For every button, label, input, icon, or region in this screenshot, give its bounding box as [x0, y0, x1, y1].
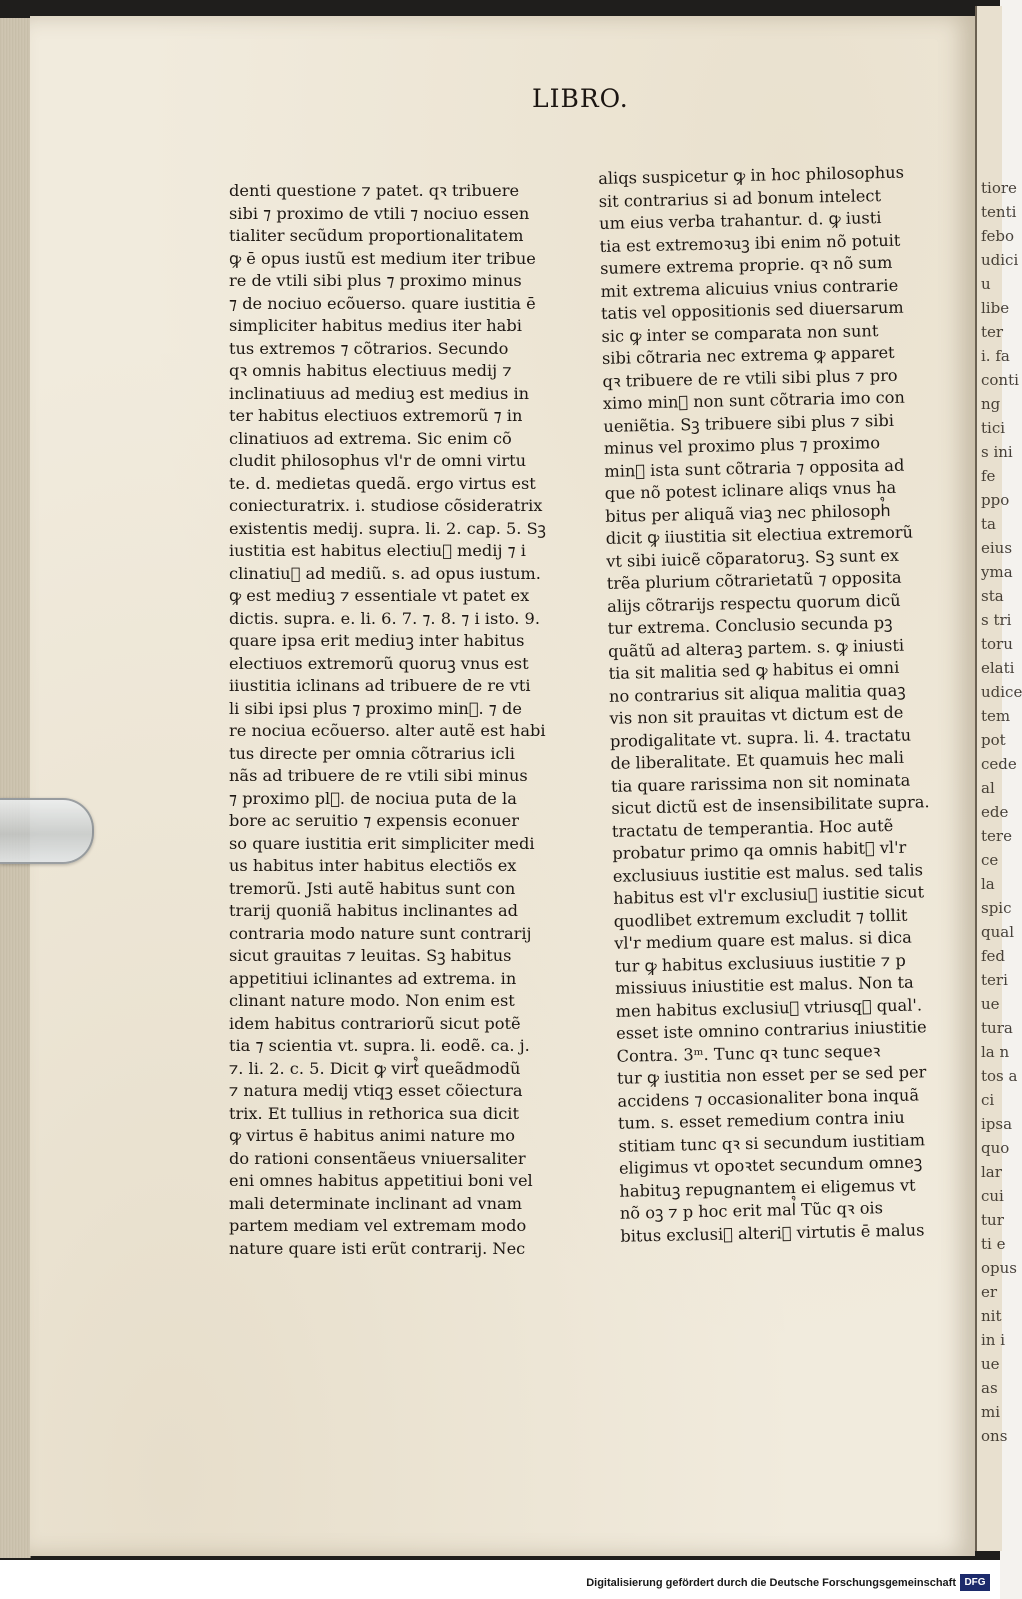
text-line: exclusiuus iustitie est malus. sed talis [612, 859, 924, 886]
text-line: tia ⁊ scientia vt. supra. li. eodẽ. ca. j. [229, 1036, 530, 1055]
facing-text-fragment: s tri [981, 611, 1012, 629]
facing-text-fragment: tem [981, 707, 1011, 725]
facing-text-fragment: ng [981, 395, 1001, 413]
facing-text-fragment: nit [981, 1307, 1002, 1325]
text-line: electiuos extremorũ quoruꝫ vnus est [229, 653, 529, 673]
text-line: tia quare rarissima non sit nominata [610, 770, 911, 796]
facing-text-fragment: teri [981, 971, 1008, 989]
text-line: bitus per aliquã viaꝫ nec philosoph᷒ [605, 500, 891, 526]
text-line: Contra. 3ᵐ. Tunc qꝛ tunc sequeꝛ [616, 1040, 881, 1066]
facing-page-edge [975, 6, 1022, 1551]
text-line: contraria modo nature sunt contrarij [229, 923, 532, 943]
text-line: idem habitus contrariorũ sicut potẽ [229, 1013, 521, 1033]
facing-text-fragment: quo [981, 1139, 1010, 1157]
text-line: clinatiu᷒ ad mediũ. s. ad opus iustum. [229, 563, 541, 583]
text-line: iiustitia iclinans ad tribuere de re vti [229, 676, 531, 695]
text-line: bitus exclusi᷒ alteri᷒ virtutis ē malus [620, 1219, 925, 1246]
text-line: um eius verba trahantur. d. ꝙ iusti [598, 208, 882, 233]
text-line: tialiter secũdum proportionalitatem [229, 226, 524, 245]
text-line: re de vtili sibi plus ⁊ proximo minus [229, 271, 522, 290]
facing-text-fragment: eius [981, 539, 1013, 557]
text-line: do rationi consentãeus vniuersaliter [229, 1148, 526, 1168]
text-line: habitus est vl'r exclusiu᷒ iustitie sicut [613, 882, 925, 908]
text-line: ueniẽtia. Sꝫ tribuere sibi plus ⁊ sibi [603, 410, 895, 436]
text-line: trarij quoniã habitus inclinantes ad [229, 901, 518, 920]
text-line: vl'r medium quare est malus. si dica [614, 927, 912, 953]
page-clip [0, 798, 94, 864]
text-line: accidens ⁊ occasionaliter bona inquã [617, 1084, 920, 1111]
text-line: cludit philosophus vl'r de omni virtu [229, 451, 527, 470]
text-line: men habitus exclusiu᷒ vtriusqꝫ qual'. [615, 994, 923, 1021]
text-line: sicut dictũ est de insensibilitate supra. [611, 792, 930, 818]
text-line: trẽa plurium cõtrarietatũ ⁊ opposita [606, 567, 902, 593]
text-line: sibi cõtraria nec extrema ꝙ apparet [601, 342, 895, 368]
facing-text-fragment: ti e [981, 1235, 1006, 1253]
dfg-logo: DFG [960, 1574, 990, 1591]
text-line: partem mediam vel extremam modo [229, 1216, 527, 1235]
text-line: tum. s. esset remedium contra iniu [617, 1107, 905, 1133]
text-line: de liberalitate. Et quamuis hec mali [610, 747, 905, 773]
text-column-right [598, 162, 930, 1248]
text-line: ⁊. li. 2. c. 5. Dicit ꝙ virt᷒ queãdmodũ [229, 1058, 521, 1078]
facing-text-fragment: toru [981, 635, 1013, 653]
facing-text-fragment: i. fa [981, 347, 1010, 365]
text-column-left [229, 180, 544, 1260]
facing-text-fragment: conti [981, 371, 1019, 389]
text-line: quãtũ ad alteraꝫ partem. s. ꝙ iniusti [607, 635, 905, 661]
text-line: ximo min᷒ non sunt cõtraria imo con [602, 387, 906, 413]
facing-text-fragment: tiore [981, 179, 1017, 197]
text-line: aliqs suspicetur ꝙ in hoc philosophus [598, 162, 905, 188]
text-line: qꝛ omnis habitus electiuus medij ⁊ [229, 361, 512, 380]
text-line: tur ꝙ iustitia non esset per se sed per [616, 1062, 927, 1088]
facing-text-fragment: tura [981, 1019, 1013, 1037]
text-line: sit contrarius si ad bonum intelect [598, 185, 882, 211]
text-line: appetitiui iclinantes ad extrema. in [229, 968, 517, 988]
facing-text-fragment: elati [981, 659, 1015, 677]
text-line: min᷒ ista sunt cõtraria ⁊ opposita ad [604, 455, 905, 481]
facing-text-fragment: ter [981, 323, 1004, 341]
text-line: eni omnes habitus appetitiui boni vel [229, 1171, 533, 1190]
facing-text-fragment: udice [981, 683, 1022, 701]
text-line: tatis vel oppositionis sed diuersarum [600, 297, 904, 323]
facing-text-fragment: ede [981, 803, 1009, 821]
text-line: quodlibet extremum excludit ⁊ tollit [613, 905, 908, 931]
facing-text-fragment: u [981, 275, 991, 293]
text-line: minus vel proximo plus ⁊ proximo [603, 433, 881, 458]
text-line: ter habitus electiuos extremorũ ⁊ in [229, 406, 523, 425]
text-line: tractatu de temperantia. Hoc autẽ [611, 815, 894, 841]
text-line: ꝙ ē opus iustũ est medium iter tribue [229, 248, 536, 268]
facing-text-fragment: mi [981, 1403, 1001, 1421]
text-line: habituꝫ repugnantem ei eligemus vt [619, 1175, 916, 1201]
text-line: re nociua ecõuerso. alter autẽ est habi [229, 721, 546, 740]
facing-page-text [981, 176, 1021, 1448]
text-line: existentis medij. supra. li. 2. cap. 5. Sꝫ [229, 518, 546, 538]
facing-text-fragment: er [981, 1283, 998, 1301]
funding-credit: Digitalisierung gefördert durch die Deutsche Forschungsgemeinschaft [586, 1577, 956, 1589]
text-line: mali determinate inclinant ad vnam [229, 1193, 523, 1213]
text-line: missiuus iniustitie est malus. Non ta [614, 972, 914, 998]
facing-text-fragment: libe [981, 299, 1010, 317]
text-line: tus directe per omnia cõtrarius icli [229, 743, 515, 763]
text-line: alijs cõtrarijs respectu quorum dicũ [606, 590, 901, 616]
facing-text-fragment: tur [981, 1211, 1004, 1229]
facing-text-fragment: la [981, 875, 995, 893]
facing-text-fragment: ce [981, 851, 999, 869]
facing-text-fragment: pot [981, 731, 1006, 749]
text-line: ꝙ est mediuꝫ ⁊ essentiale vt patet ex [229, 586, 530, 605]
text-line: que nõ potest iclinare aliqs vnus ha [604, 477, 897, 503]
facing-text-fragment: ons [981, 1427, 1008, 1445]
text-line: li sibi ipsi plus ⁊ proximo min᷒. ⁊ de [229, 698, 522, 718]
facing-text-fragment: ue [981, 1355, 1000, 1373]
text-line: coniecturatrix. i. studiose cõsideratrix [229, 496, 543, 515]
text-line: tia est extremoꝛuꝫ ibi enim nõ potuit [599, 230, 901, 256]
facing-text-fragment: al [981, 779, 995, 797]
text-line: vt sibi iuicẽ cõparatoruꝫ. Sꝫ sunt ex [606, 545, 900, 571]
text-line: sic ꝙ inter se comparata non sunt [601, 320, 879, 346]
text-line: so quare iustitia erit simpliciter medi [229, 833, 535, 853]
text-line: quare ipsa erit mediuꝫ inter habitus [229, 631, 525, 650]
facing-text-fragment: opus [981, 1259, 1017, 1277]
facing-text-fragment: yma [981, 563, 1013, 581]
text-line: mit extrema alicuius vnius contrarie [600, 275, 899, 301]
text-line: clinatiuos ad extrema. Sic enim cõ [229, 428, 512, 448]
text-line: trix. Et tullius in rethorica sua dicit [229, 1103, 519, 1123]
text-line: nõ oꝫ ⁊ p hoc erit mal᷒ Tũc qꝛ ois [619, 1198, 884, 1223]
facing-text-fragment: s ini [981, 443, 1013, 461]
facing-text-fragment: spic [981, 899, 1012, 917]
facing-text-fragment: tere [981, 827, 1012, 845]
facing-text-fragment: tos a [981, 1067, 1018, 1085]
text-line: dictis. supra. e. li. 6. 7. ⁊. 8. ⁊ i isto. 9. [229, 608, 540, 628]
running-head: LIBRO. [532, 84, 629, 113]
facing-text-fragment: febo [981, 227, 1015, 245]
text-line: us habitus inter habitus electiõs ex [229, 856, 517, 875]
facing-text-fragment: fed [981, 947, 1006, 965]
text-line: no contrarius sit aliqua malitia quaꝫ [608, 680, 906, 706]
text-line: tia sit malitia sed ꝙ habitus ei omni [608, 657, 900, 683]
text-line: probatur primo qa omnis habit᷒ vl'r [612, 837, 907, 863]
text-line: sumere extrema proprie. qꝛ nõ sum [599, 252, 893, 278]
text-line: te. d. medietas quedã. ergo virtus est [229, 473, 536, 493]
text-line: clinant nature modo. Non enim est [229, 991, 515, 1010]
facing-text-fragment: cede [981, 755, 1017, 773]
text-line: sicut grauitas ⁊ leuitas. Sꝫ habitus [229, 946, 512, 965]
text-line: eligimus vt opoꝛtet secundum omneꝫ [618, 1152, 923, 1178]
text-line: tur ꝙ habitus exclusiuus iustitie ⁊ p [614, 950, 906, 976]
text-line: ꝙ virtus ē habitus animi nature mo [229, 1126, 515, 1145]
text-line: ⁊ proximo pl᷒. de nociua puta de la [229, 788, 517, 808]
facing-text-fragment: tici [981, 419, 1006, 437]
text-line: qꝛ tribuere de re vtili sibi plus ⁊ pro [602, 365, 898, 391]
text-line: nature quare isti erũt contrarij. Nec [229, 1238, 526, 1258]
facing-text-fragment: ppo [981, 491, 1010, 509]
facing-text-fragment: lar [981, 1163, 1002, 1181]
facing-text-fragment: sta [981, 587, 1004, 605]
facing-text-fragment: in i [981, 1331, 1006, 1349]
facing-text-fragment: ipsa [981, 1115, 1013, 1133]
text-line: tus extremos ⁊ cõtrarios. Secundo [229, 338, 509, 358]
text-line: sibi ⁊ proximo de vtili ⁊ nociuo essen [229, 203, 530, 223]
text-line: tur extrema. Conclusio secunda pꝫ [607, 612, 893, 638]
text-line: stitiam tunc qꝛ si secundum iustitiam [618, 1129, 926, 1156]
text-line: denti questione ⁊ patet. qꝛ tribuere [229, 181, 520, 200]
text-line: nãs ad tribuere de re vtili sibi minus [229, 766, 528, 785]
page-stack-edge [0, 18, 31, 1558]
facing-text-fragment: as [981, 1379, 998, 1397]
text-line: iustitia est habitus electiu᷒ medij ⁊ i [229, 541, 526, 560]
text-line: ⁊ natura medij vtiqꝫ esset cõiectura [229, 1081, 523, 1100]
text-line: bore ac seruitio ⁊ expensis econuer [229, 811, 519, 830]
facing-text-fragment: la n [981, 1043, 1010, 1061]
text-line: ⁊ de nociuo ecõuerso. quare iustitia ē [229, 293, 536, 313]
facing-text-fragment: udici [981, 251, 1019, 269]
text-line: inclinatiuus ad mediuꝫ est medius in [229, 383, 530, 403]
facing-text-fragment: tenti [981, 203, 1017, 221]
facing-text-fragment: fe [981, 467, 996, 485]
text-line: simpliciter habitus medius iter habi [229, 316, 522, 335]
text-line: dicit ꝙ iiustitia sit electiua extremorũ [605, 522, 914, 548]
text-line: tremorũ. Jsti autẽ habitus sunt con [229, 878, 516, 898]
text-line: esset iste omnino contrarius iniustitie [615, 1017, 927, 1043]
facing-text-fragment: qual [981, 923, 1015, 941]
facing-text-fragment: ta [981, 515, 996, 533]
facing-text-fragment: ci [981, 1091, 995, 1109]
facing-text-fragment: cui [981, 1187, 1004, 1205]
text-line: vis non sit prauitas vt dictum est de [609, 702, 904, 728]
text-line: prodigalitate vt. supra. li. 4. tractatu [609, 725, 912, 751]
facing-text-fragment: ue [981, 995, 1000, 1013]
